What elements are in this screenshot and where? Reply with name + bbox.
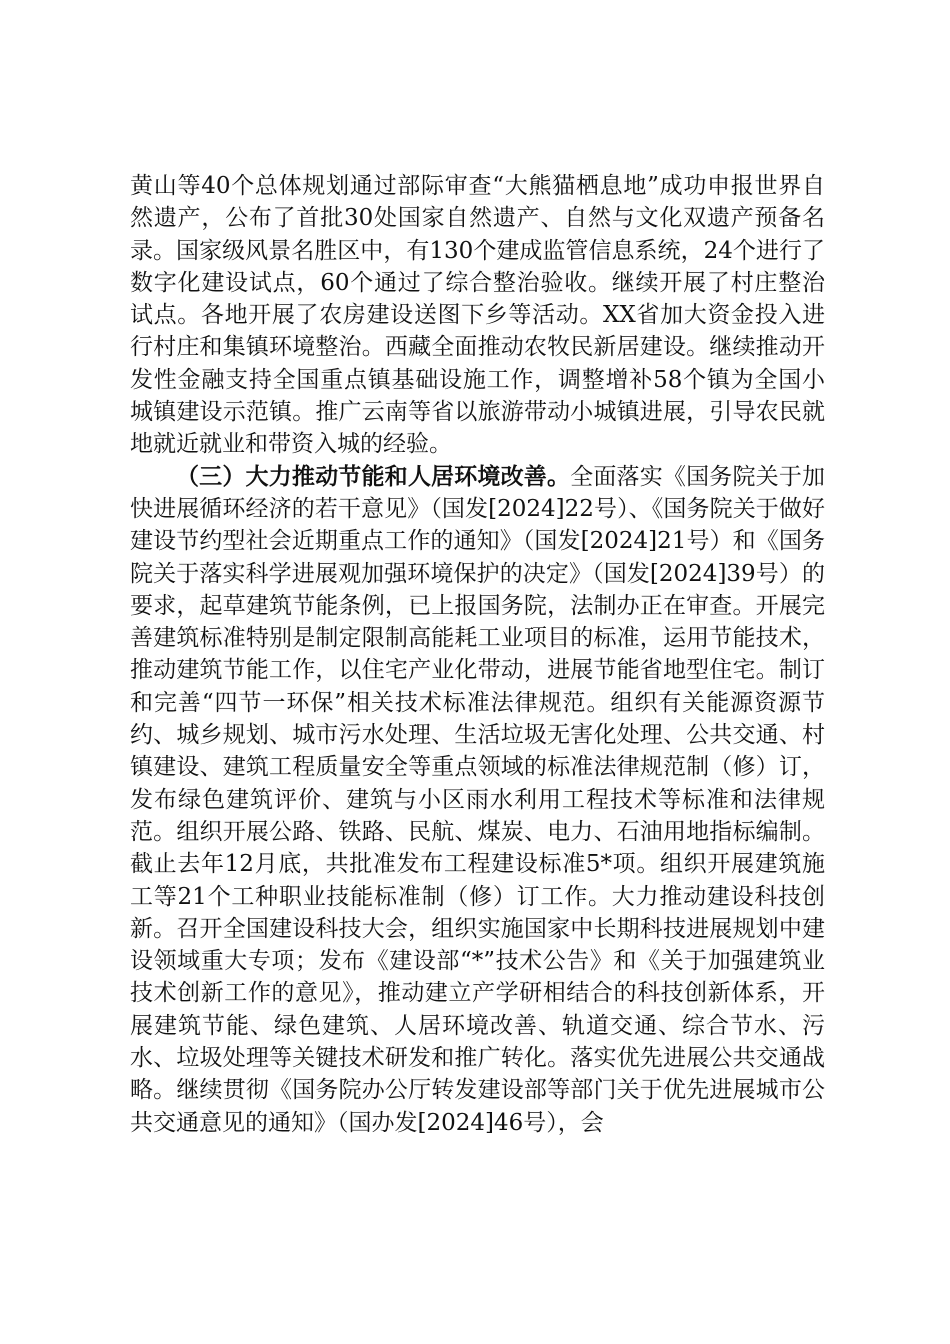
section-paragraph xyxy=(130,461,825,1139)
section-heading: （三）大力推动节能和人居环境改善。 xyxy=(176,462,571,490)
section-body-text: 全面落实《国务院关于加快进展循环经济的若干意见》（国发[2024]22号）、《国务院关于做好建设节约型社会近期重点工作的通知》（国发[2024]21号）和《国务院关于落实科学进展观加强环境保护的决定》（国发[2024]39号）的要求，起草建筑节能条例，已上报国务院，法制办正在审查。开展完善建筑标准特别是制定限制高能耗工业项目的标准，运用节能技术，推动建筑节能工作，以住宅产业化带动，进展节能省地型住宅。制订和完善“四节一环保”相关技术标准法律规范。组织有关能源资源节约、城乡规划、城市污水处理、生活垃圾无害化处理、公共交通、村镇建设、建筑工程质量安全等重点领域的标准法律规范制（修）订，发布绿色建筑评价、建筑与小区雨水利用工程技术等标准和法律规范。组织开展公路、铁路、民航、煤炭、电力、石油用地指标编制。截止去年12月底，共批准发布工程建设标准5*项。组织开展建筑施工等21个工种职业技能标准制（修）订工作。大力推动建设科技创新。召开全国建设科技大会，组织实施国家中长期科技进展规划中建设领域重大专项；发布《建设部“*”技术公告》和《关于加强建筑业技术创新工作的意见》，推动建立产学研相结合的科技创新体系，开展建筑节能、绿色建筑、人居环境改善、轨道交通、综合节水、污水、垃圾处理等关键技术研发和推广转化。落实优先进展公共交通战略。继续贯彻《国务院办公厅转发建设部等部门关于优先进展城市公共交通意见的通知》（国办发[2024]46号），会 xyxy=(130,463,826,1136)
body-paragraph: 黄山等40个总体规划通过部际审查“大熊猫栖息地”成功申报世界自然遗产，公布了首批30处国家自然遗产、自然与文化双遗产预备名录。国家级风景名胜区中，有130个建成监管信息系统，24个进行了数字化建设试点，60个通过了综合整治验收。继续开展了村庄整治试点。各地开展了农房建设送图下乡等活动。XX省加大资金投入进行村庄和集镇环境整治。西藏全面推动农牧民新居建设。继续推动开发性金融支持全国重点镇基础设施工作，调整增补58个镇为全国小城镇建设示范镇。推广云南等省以旅游带动小城镇进展，引导农民就地就近就业和带资入城的经验。 xyxy=(130,173,825,458)
document-page xyxy=(130,170,825,1139)
